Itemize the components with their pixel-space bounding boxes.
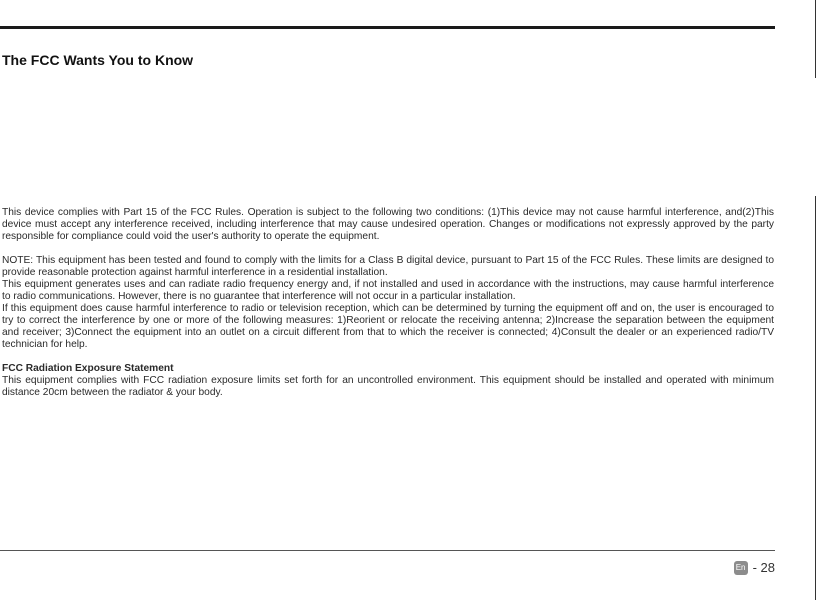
top-divider [0, 26, 775, 29]
note-paragraph: NOTE: This equipment has been tested and found to comply with the limits for a Class B digital device, pursuant to Part 15 of the FCC Rules. These limits are designed to provide reasonable protection against harmful interference in a residential installation. [2, 255, 774, 278]
fcc-statement-body [2, 207, 774, 399]
page-edge-mark-top [815, 0, 816, 78]
bottom-divider [0, 550, 775, 551]
page-title: The FCC Wants You to Know [2, 52, 194, 68]
interference-measures-paragraph: If this equipment does cause harmful interference to radio or television reception, which can be determined by turning the equipment off and on, the user is encouraged to try to correct the interference by one or more of the following measures: 1)Reorient or relocate the receiving antenna; 2)Increase the separation between the equipment and receiver; 3)Connect the equipment into an outlet on a circuit different from that to which the receiver is connected; 4)Consult the dealer or an experienced radio/TV technician for help. [2, 303, 774, 350]
radiation-paragraph: This equipment complies with FCC radiation exposure limits set forth for an uncontrolled environment. This equipment should be installed and operated with minimum distance 20cm between the radiator & your body. [2, 375, 774, 398]
radiation-heading: FCC Radiation Exposure Statement [2, 363, 174, 374]
page-number: - 28 [752, 560, 775, 575]
rf-energy-paragraph: This equipment generates uses and can radiate radio frequency energy and, if not installed and used in accordance with the instructions, may cause harmful interference to radio communications. However, there is no guarantee that interference will not occur in a particular installation. [2, 279, 774, 302]
compliance-paragraph: This device complies with Part 15 of the FCC Rules. Operation is subject to the following two conditions: (1)This device may not cause harmful interference, and(2)This device must accept any interference received, including interference that may cause undesired operation. Changes or modifications not expressly approved by the party responsible for compliance could void the user's authority to operate the equipment. [2, 207, 774, 242]
language-badge: En [734, 561, 748, 575]
page-footer [734, 560, 775, 575]
page-edge-mark-bottom [815, 196, 816, 600]
